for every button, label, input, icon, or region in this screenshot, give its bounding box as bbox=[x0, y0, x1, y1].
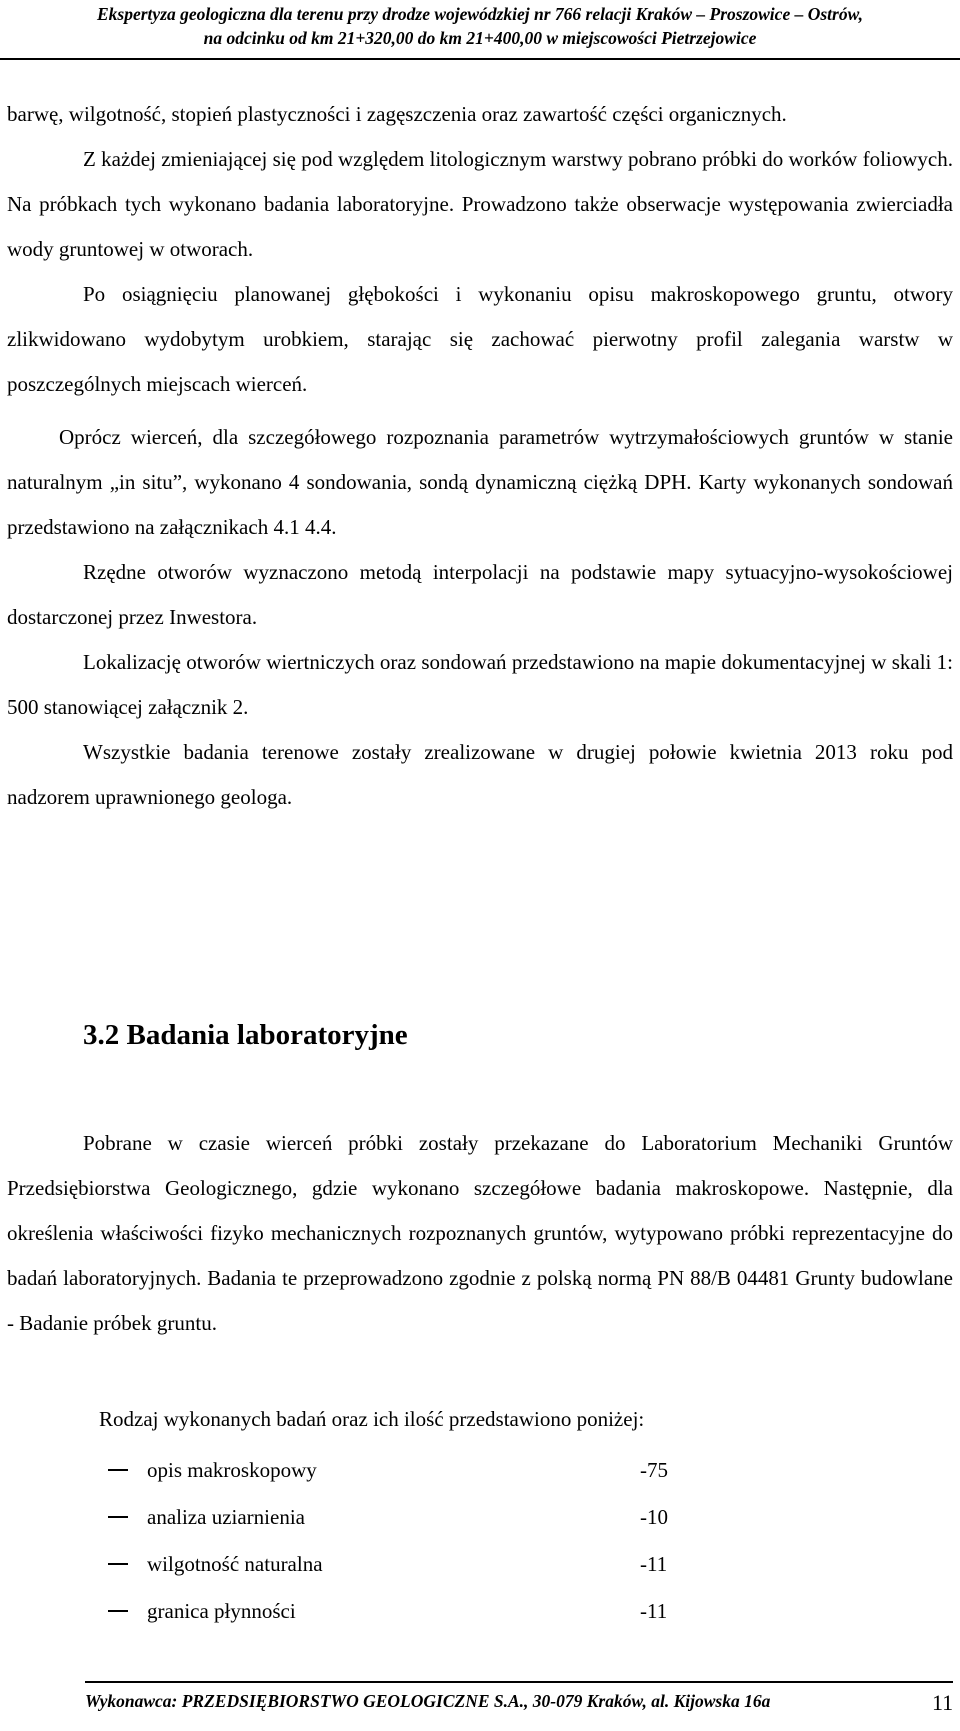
paragraph-2: Z każdej zmieniającej się pod względem litologicznym warstwy pobrano próbki do worków foliowych. Na próbkach tych wykonano badania laboratoryjne. Prowadzono także obserwacje występowania zwierciadła wody gruntowej w otworach. bbox=[7, 147, 953, 261]
paragraph-6: Lokalizację otworów wiertniczych oraz sondowań przedstawiono na mapie dokumentacyjnej w skali 1: 500 stanowiącej załącznik 2. bbox=[7, 650, 953, 719]
section-paragraph-1: Pobrane w czasie wierceń próbki zostały przekazane do Laboratorium Mechaniki Gruntów Przedsiębiorstwa Geologicznego, gdzie wykonano szczegółowe badania makroskopowe. Następnie, dla określenia właściwości fizyko mechanicznych rozpoznanych gruntów, wytypowano próbki reprezentacyjne do badań laboratoryjnych. Badania te przeprowadzono zgodnie z polską normą PN 88/B 04481 Grunty budowlane - Badanie próbek gruntu. bbox=[7, 1131, 953, 1335]
header-line-1: Ekspertyza geologiczna dla terenu przy drodze wojewódzkiej nr 766 relacji Kraków – Proszowice – Ostrów, bbox=[97, 4, 863, 24]
page-header bbox=[0, 0, 960, 74]
dash-bullet-icon bbox=[108, 1563, 128, 1565]
section-body bbox=[7, 1121, 953, 1346]
list-item bbox=[0, 1589, 960, 1634]
list-item bbox=[0, 1542, 960, 1587]
list-item-count: -11 bbox=[640, 1599, 668, 1623]
dash-bullet-icon bbox=[108, 1516, 128, 1518]
paragraph-7: Wszystkie badania terenowe zostały zrealizowane w drugiej połowie kwietnia 2013 roku pod nadzorem uprawnionego geologa. bbox=[7, 740, 953, 809]
paragraph-4: Oprócz wierceń, dla szczegółowego rozpoznania parametrów wytrzymałościowych gruntów w stanie naturalnym „in situ”, wykonano 4 sondowania, sondą dynamiczną ciężką DPH. Karty wykonanych sondowań przedstawiono na załącznikach 4.1 4.4. bbox=[7, 425, 953, 539]
paragraph-3: Po osiągnięciu planowanej głębokości i wykonaniu opisu makroskopowego gruntu, otwory zlikwidowano wydobytym urobkiem, starając się zachować pierwotny profil zalegania warstw w poszczególnych miejscach wierceń. bbox=[7, 282, 953, 396]
list-item bbox=[0, 1448, 960, 1493]
dash-bullet-icon bbox=[108, 1469, 128, 1471]
body-block-2 bbox=[7, 415, 953, 820]
footer-divider bbox=[85, 1681, 953, 1683]
paragraph-5: Rzędne otworów wyznaczono metodą interpolacji na podstawie mapy sytuacyjno-wysokościowej dostarczonej przez Inwestora. bbox=[7, 560, 953, 629]
header-divider bbox=[0, 58, 960, 60]
list-intro: Rodzaj wykonanych badań oraz ich ilość przedstawiono poniżej: bbox=[99, 1407, 645, 1431]
list-item-count: -10 bbox=[640, 1505, 668, 1529]
page-footer: Wykonawca: PRZEDSIĘBIORSTWO GEOLOGICZNE S.A., 30-079 Kraków, al. Kijowska 16a bbox=[85, 1691, 771, 1711]
list-item bbox=[0, 1495, 960, 1540]
list-item-label: analiza uziarnienia bbox=[147, 1505, 305, 1529]
body-block-1 bbox=[7, 92, 953, 407]
list-item-label: wilgotność naturalna bbox=[147, 1552, 323, 1576]
list-item-count: -11 bbox=[640, 1552, 668, 1576]
paragraph-1: barwę, wilgotność, stopień plastyczności i zagęszczenia oraz zawartość części organicznych. bbox=[7, 102, 787, 126]
list-item-count: -75 bbox=[640, 1458, 668, 1482]
list-item-label: opis makroskopowy bbox=[147, 1458, 317, 1482]
header-line-2: na odcinku od km 21+320,00 do km 21+400,00 w miejscowości Pietrzejowice bbox=[203, 28, 757, 48]
page-number: 11 bbox=[932, 1690, 954, 1715]
dash-bullet-icon bbox=[108, 1610, 128, 1612]
section-title: 3.2 Badania laboratoryjne bbox=[83, 1019, 408, 1051]
list-item-label: granica płynności bbox=[147, 1599, 296, 1623]
